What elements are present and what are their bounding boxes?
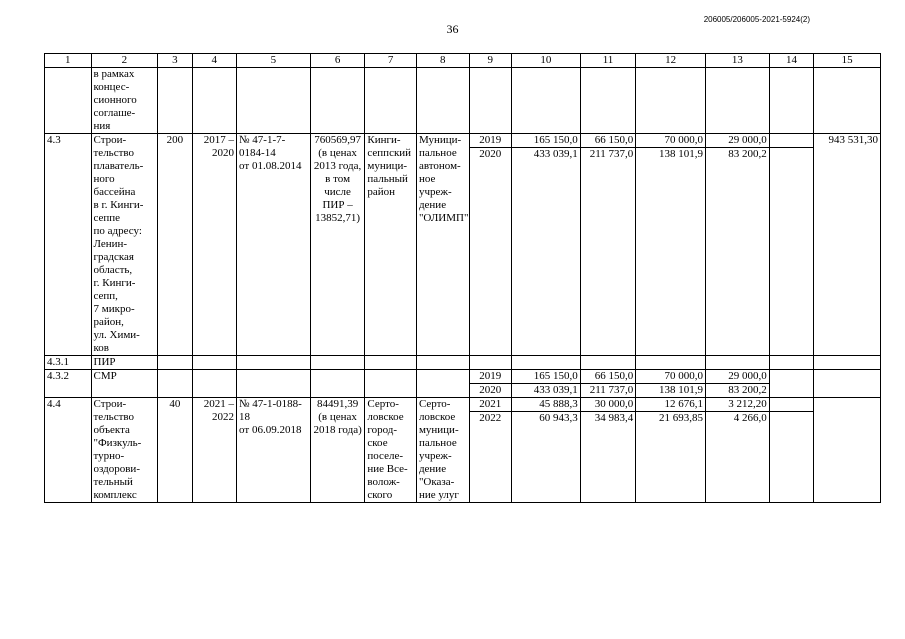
header-cell: 7 <box>365 54 417 68</box>
total-funding <box>511 398 580 503</box>
text-line: пальное <box>418 147 457 159</box>
text-line: в г. Кинги- <box>93 199 144 211</box>
estimated-cost <box>310 398 365 503</box>
text-line: от 01.08.2014 <box>239 160 302 172</box>
stacked-value: 30 000,0 <box>594 398 634 410</box>
stacked-value: 2020 <box>470 147 511 161</box>
header-cell: 15 <box>814 54 881 68</box>
text-line: сеппе <box>93 212 121 224</box>
regional-funding <box>636 370 706 398</box>
table-row-continuation <box>45 68 881 134</box>
text-line: в рамках <box>93 68 135 80</box>
total-funding <box>511 134 580 356</box>
text-line: ков <box>93 342 109 354</box>
stacked-value: 211 737,0 <box>581 383 636 397</box>
federal-funding <box>580 398 636 503</box>
text-line: в том <box>325 173 351 185</box>
capacity: 40 <box>158 398 192 503</box>
text-line: "Физкуль- <box>93 437 142 449</box>
stacked-value: 66 150,0 <box>594 370 634 382</box>
regional-funding <box>636 398 706 503</box>
expertise-document <box>237 398 311 503</box>
text-line: пальный <box>367 173 408 185</box>
text-line: (в ценах <box>318 411 357 423</box>
stacked-value: 433 039,1 <box>512 383 580 397</box>
object-name: ПИР <box>91 356 158 370</box>
stacked-value: 70 000,0 <box>664 134 704 146</box>
text-line: Строи- <box>93 398 127 410</box>
stacked-value: 66 150,0 <box>594 134 634 146</box>
stacked-value: 4 266,0 <box>706 411 769 425</box>
text-line: 0184-14 <box>239 147 276 159</box>
construction-years <box>192 134 236 356</box>
text-line: ние Все- <box>367 463 408 475</box>
stacked-value: 2019 <box>479 134 502 146</box>
stacked-value: 2019 <box>479 370 502 382</box>
text-line: от 06.09.2018 <box>239 424 302 436</box>
local-funding <box>706 370 770 398</box>
text-line: учреж- <box>418 450 452 462</box>
header-cell: 10 <box>511 54 580 68</box>
text-line: Муници- <box>418 134 462 146</box>
municipality <box>365 134 417 356</box>
stacked-value: 2021 <box>479 398 502 410</box>
text-line: район, <box>93 316 124 328</box>
stacked-empty <box>772 398 811 411</box>
financing-years <box>469 398 511 503</box>
text-line: числе <box>324 186 351 198</box>
row-number: 4.3.2 <box>45 370 92 398</box>
financing-years <box>469 134 511 356</box>
text-line: 7 микро- <box>93 303 135 315</box>
text-line: соглаше- <box>93 107 136 119</box>
stacked-value: 29 000,0 <box>728 370 767 382</box>
col-14 <box>769 398 813 503</box>
text-line: пальное <box>418 437 457 449</box>
header-cell: 11 <box>580 54 636 68</box>
text-line: Ленин- <box>93 238 128 250</box>
row-number: 4.4 <box>45 398 92 503</box>
header-row <box>45 54 881 68</box>
capacity: 200 <box>158 134 192 356</box>
text-line: ское <box>367 437 388 449</box>
text-line: поселе- <box>367 450 403 462</box>
text-line: 84491,39 <box>316 398 359 410</box>
stacked-value: 165 150,0 <box>533 134 578 146</box>
text-line: "Оказа- <box>418 476 455 488</box>
stacked-value: 433 039,1 <box>512 147 580 161</box>
text-line: 2017 – <box>203 134 235 146</box>
stacked-value: 2020 <box>470 383 511 397</box>
stacked-value: 70 000,0 <box>664 370 704 382</box>
text-line: градская <box>93 251 134 263</box>
header-cell: 9 <box>469 54 511 68</box>
col-14 <box>769 134 813 356</box>
expertise-document <box>237 134 311 356</box>
text-line: Кинги- <box>367 134 401 146</box>
stacked-value: 21 693,85 <box>636 411 705 425</box>
text-line: ул. Хими- <box>93 329 140 341</box>
text-line: город- <box>367 424 398 436</box>
total-cost-col15: 943 531,30 <box>814 134 881 356</box>
document-id: 206005/206005-2021-5924(2) <box>703 15 810 24</box>
header-cell: 5 <box>237 54 311 68</box>
local-funding <box>706 134 770 356</box>
text-line: дение <box>418 199 447 211</box>
stacked-empty <box>772 134 811 147</box>
text-line: "ОЛИМП" <box>418 212 469 224</box>
text-line: 2013 года, <box>313 160 362 172</box>
stacked-value: 2022 <box>470 411 511 425</box>
header-cell: 8 <box>416 54 469 68</box>
text-line: (в ценах <box>318 147 357 159</box>
stacked-empty <box>770 411 813 425</box>
text-line: 13852,71) <box>315 212 361 224</box>
regional-funding <box>636 134 706 356</box>
text-line: ПИР – <box>322 199 353 211</box>
text-line: объекта <box>93 424 130 436</box>
header-cell: 14 <box>769 54 813 68</box>
construction-years <box>192 398 236 503</box>
table-row-4-3 <box>45 134 881 356</box>
text-line: плаватель- <box>93 160 144 172</box>
estimated-cost <box>310 134 365 356</box>
federal-funding <box>580 134 636 356</box>
row-number: 4.3 <box>45 134 92 356</box>
customer <box>416 134 469 356</box>
table-row-4-3-1 <box>45 356 881 370</box>
text-line: ского <box>367 489 393 501</box>
header-cell: 4 <box>192 54 236 68</box>
text-line: Строи- <box>93 134 127 146</box>
table-row-4-4 <box>45 398 881 503</box>
text-line: 18 <box>239 411 251 423</box>
table-row-4-3-2 <box>45 370 881 398</box>
text-line: ное <box>418 173 436 185</box>
text-line: муници- <box>367 160 408 172</box>
text-line: 2018 года) <box>313 424 362 436</box>
stacked-empty <box>770 147 813 161</box>
text-line: 2022 <box>212 411 235 423</box>
header-cell: 2 <box>91 54 158 68</box>
total-funding <box>511 370 580 398</box>
text-line: район <box>367 186 396 198</box>
text-line: № 47-1-0188- <box>239 398 302 410</box>
municipality <box>365 398 417 503</box>
construction-table <box>44 53 881 503</box>
stacked-value: 83 200,2 <box>706 147 769 161</box>
text-line: по адресу: <box>93 225 142 237</box>
text-line: ного <box>93 173 115 185</box>
text-line: дение <box>418 463 447 475</box>
text-line: ловское <box>367 411 404 423</box>
stacked-value: 211 737,0 <box>581 147 636 161</box>
federal-funding <box>580 370 636 398</box>
text-line: тельный <box>93 476 133 488</box>
text-line: тельство <box>93 411 135 423</box>
object-name <box>91 398 158 503</box>
header-cell: 1 <box>45 54 92 68</box>
object-name <box>91 134 158 356</box>
stacked-value: 3 212,20 <box>728 398 767 410</box>
stacked-value: 34 983,4 <box>581 411 636 425</box>
text-line: бассейна <box>93 186 136 198</box>
text-line: 760569,97 <box>314 134 361 146</box>
text-line: оздорови- <box>93 463 140 475</box>
text-line: концес- <box>93 81 130 93</box>
customer <box>416 398 469 503</box>
financing-years <box>469 370 511 398</box>
stacked-value: 83 200,2 <box>706 383 769 397</box>
header-cell: 13 <box>706 54 770 68</box>
text-line: турно- <box>93 450 125 462</box>
header-cell: 12 <box>636 54 706 68</box>
object-name <box>91 68 158 134</box>
text-line: автоном- <box>418 160 461 172</box>
text-line: тельство <box>93 147 135 159</box>
text-line: сеппский <box>367 147 412 159</box>
text-line: муници- <box>418 424 459 436</box>
stacked-value: 60 943,3 <box>512 411 580 425</box>
text-line: Серто- <box>367 398 399 410</box>
header-cell: 6 <box>310 54 365 68</box>
stacked-value: 12 676,1 <box>664 398 704 410</box>
header-cell: 3 <box>158 54 192 68</box>
stacked-value: 138 101,9 <box>636 383 705 397</box>
text-line: комплекс <box>93 489 137 501</box>
page-number: 36 <box>446 22 459 36</box>
text-line: № 47-1-7- <box>239 134 286 146</box>
text-line: 2021 – <box>203 398 235 410</box>
text-line: сионного <box>93 94 137 106</box>
object-name: СМР <box>91 370 158 398</box>
stacked-value: 45 888,3 <box>539 398 578 410</box>
text-line: ние улуг <box>418 489 459 501</box>
text-line: Серто- <box>418 398 451 410</box>
row-number: 4.3.1 <box>45 356 92 370</box>
stacked-value: 138 101,9 <box>636 147 705 161</box>
text-line: ловское <box>418 411 456 423</box>
text-line: сепп, <box>93 290 118 302</box>
text-line: область, <box>93 264 133 276</box>
stacked-value: 165 150,0 <box>533 370 578 382</box>
text-line: г. Кинги- <box>93 277 136 289</box>
text-line: ния <box>93 120 111 132</box>
stacked-value: 29 000,0 <box>728 134 767 146</box>
text-line: волож- <box>367 476 400 488</box>
local-funding <box>706 398 770 503</box>
text-line: учреж- <box>418 186 452 198</box>
text-line: 2020 <box>212 147 235 159</box>
